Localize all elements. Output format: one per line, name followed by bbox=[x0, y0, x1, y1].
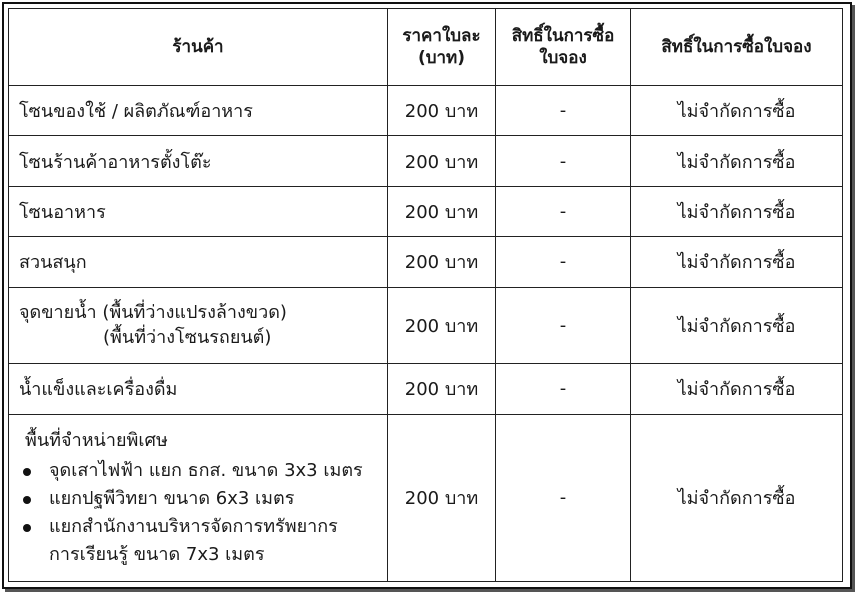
special-zone-cell bbox=[9, 414, 388, 581]
shop-name: โซนของใช้ / ผลิตภัณฑ์อาหาร bbox=[9, 86, 388, 136]
list-item: แยกปฐพีวิทยา ขนาด 6x3 เมตร bbox=[19, 485, 387, 513]
table-row bbox=[9, 86, 843, 136]
special-zone-list bbox=[19, 457, 387, 541]
header-row bbox=[9, 9, 843, 86]
limit-cell: ไม่จำกัดการซื้อ bbox=[631, 287, 843, 364]
special-zone-title: พื้นที่จำหน่ายพิเศษ bbox=[25, 430, 168, 452]
table-row bbox=[9, 136, 843, 186]
price-cell: 200 บาท bbox=[388, 136, 496, 186]
table-row bbox=[9, 186, 843, 236]
shop-name-line-1: จุดขายน้ำ (พื้นที่ว่างแปรงล้างขวด) bbox=[19, 302, 287, 324]
price-cell: 200 บาท bbox=[388, 414, 496, 581]
limit-cell: ไม่จำกัดการซื้อ bbox=[631, 364, 843, 414]
price-cell: 200 บาท bbox=[388, 364, 496, 414]
list-item-continuation: การเรียนรู้ ขนาด 7x3 เมตร bbox=[49, 543, 265, 565]
list-item: จุดเสาไฟฟ้า แยก ธกส. ขนาด 3x3 เมตร bbox=[19, 457, 387, 485]
header-rights-2: สิทธิ์ในการซื้อใบจอง bbox=[631, 9, 843, 86]
list-item: แยกสำนักงานบริหารจัดการทรัพยากร bbox=[19, 513, 387, 541]
limit-cell: ไม่จำกัดการซื้อ bbox=[631, 237, 843, 287]
shop-name: น้ำแข็งและเครื่องดื่ม bbox=[9, 364, 388, 414]
price-cell: 200 บาท bbox=[388, 287, 496, 364]
table-row bbox=[9, 287, 843, 364]
price-cell: 200 บาท bbox=[388, 237, 496, 287]
rights-cell: - bbox=[496, 186, 631, 236]
limit-cell: ไม่จำกัดการซื้อ bbox=[631, 186, 843, 236]
rights-cell: - bbox=[496, 237, 631, 287]
price-cell: 200 บาท bbox=[388, 186, 496, 236]
shop-name bbox=[9, 287, 388, 364]
table-row bbox=[9, 364, 843, 414]
header-rights: สิทธิ์ในการซื้อใบจอง bbox=[496, 9, 631, 86]
table-row bbox=[9, 237, 843, 287]
shop-name-line-2: (พื้นที่ว่างโซนรถยนต์) bbox=[103, 327, 272, 349]
price-cell: 200 บาท bbox=[388, 86, 496, 136]
table-row bbox=[9, 414, 843, 581]
shop-name: โซนอาหาร bbox=[9, 186, 388, 236]
zone-price-table bbox=[8, 8, 843, 582]
shop-name: โซนร้านค้าอาหารตั้งโต๊ะ bbox=[9, 136, 388, 186]
limit-cell: ไม่จำกัดการซื้อ bbox=[631, 414, 843, 581]
limit-cell: ไม่จำกัดการซื้อ bbox=[631, 86, 843, 136]
shop-name: สวนสนุก bbox=[9, 237, 388, 287]
header-price: ราคาใบละ (บาท) bbox=[388, 9, 496, 86]
rights-cell: - bbox=[496, 86, 631, 136]
rights-cell: - bbox=[496, 364, 631, 414]
header-shop: ร้านค้า bbox=[9, 9, 388, 86]
limit-cell: ไม่จำกัดการซื้อ bbox=[631, 136, 843, 186]
rights-cell: - bbox=[496, 136, 631, 186]
rights-cell: - bbox=[496, 414, 631, 581]
rights-cell: - bbox=[496, 287, 631, 364]
